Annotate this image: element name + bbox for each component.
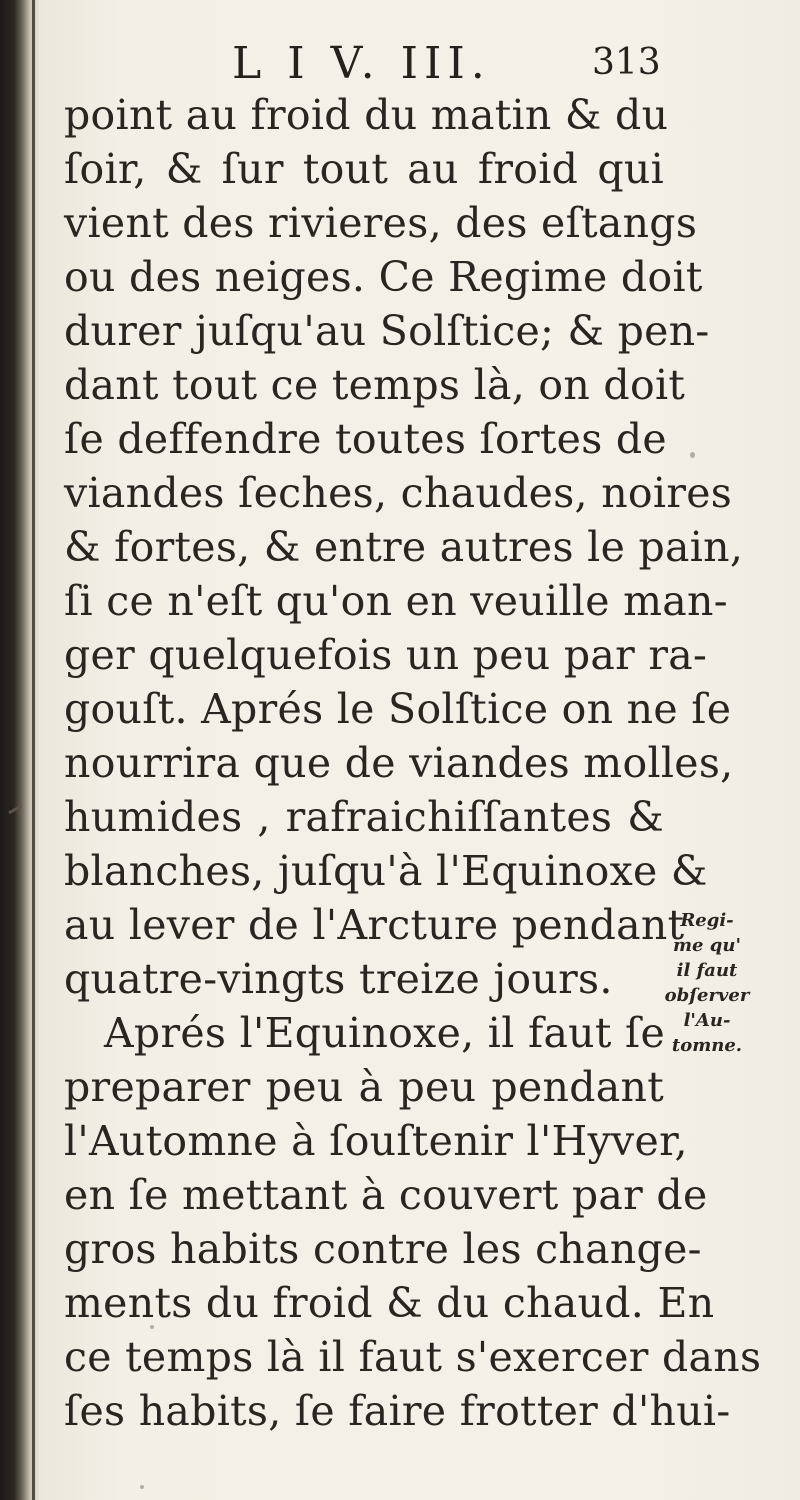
text-line: ger quelquefois un peu par ra- bbox=[64, 631, 708, 679]
marginal-note-line: il faut bbox=[676, 960, 738, 981]
text-line: humides , rafraichiſſantes & bbox=[64, 793, 664, 841]
text-line: au lever de l'Arcture pendant bbox=[64, 901, 685, 949]
text-line: gouſt. Aprés le Solſtice on ne ſe bbox=[64, 685, 732, 733]
ink-speck bbox=[140, 1485, 144, 1489]
text-line: ou des neiges. Ce Regime doit bbox=[64, 253, 703, 301]
marginal-note-line: obſerver bbox=[664, 985, 750, 1006]
marginal-note-line: Regi- bbox=[680, 910, 734, 931]
text-line: ſi ce n'eſt qu'on en veuille man- bbox=[64, 577, 728, 625]
text-line: ſoir, & ſur tout au froid qui bbox=[64, 145, 664, 193]
text-line: dant tout ce temps là, on doit bbox=[64, 361, 686, 409]
text-line: l'Automne à ſouſtenir l'Hyver, bbox=[64, 1117, 688, 1165]
margin-mark bbox=[8, 805, 22, 815]
marginal-note-line: me qu' bbox=[673, 935, 741, 956]
text-line: ce temps là il faut s'exercer dans bbox=[64, 1333, 762, 1381]
binding-gutter bbox=[32, 0, 35, 1500]
text-line: gros habits contre les change- bbox=[64, 1225, 702, 1273]
text-line: preparer peu à peu pendant bbox=[64, 1063, 664, 1111]
page-number: 313 bbox=[592, 42, 661, 83]
text-line: en ſe mettant à couvert par de bbox=[64, 1171, 708, 1219]
marginal-note-line: l'Au- bbox=[683, 1010, 731, 1031]
text-line: vient des rivieres, des eſtangs bbox=[64, 199, 698, 247]
text-line: quatre-vingts treize jours. bbox=[64, 955, 613, 1003]
text-line: blanches, juſqu'à l'Equinoxe & bbox=[64, 847, 708, 895]
text-line: Aprés l'Equinoxe, il faut ſe bbox=[104, 1009, 666, 1057]
running-head: L I V. III. bbox=[232, 38, 491, 89]
marginal-note-line: tomne. bbox=[671, 1035, 743, 1056]
marginal-note bbox=[652, 908, 762, 1058]
text-line: ſes habits, ſe faire frotter d'hui- bbox=[64, 1387, 731, 1435]
text-line: ſe deffendre toutes ſortes de bbox=[64, 415, 667, 463]
text-line: point au froid du matin & du bbox=[64, 91, 669, 139]
text-line: durer juſqu'au Solſtice; & pen- bbox=[64, 307, 710, 355]
text-line: viandes ſeches, chaudes, noires bbox=[64, 469, 733, 517]
text-line: nourrira que de viandes molles, bbox=[64, 739, 734, 787]
ink-speck bbox=[690, 452, 695, 458]
text-line: ments du froid & du chaud. En bbox=[64, 1279, 715, 1327]
text-line: & fortes, & entre autres le pain, bbox=[64, 523, 744, 571]
